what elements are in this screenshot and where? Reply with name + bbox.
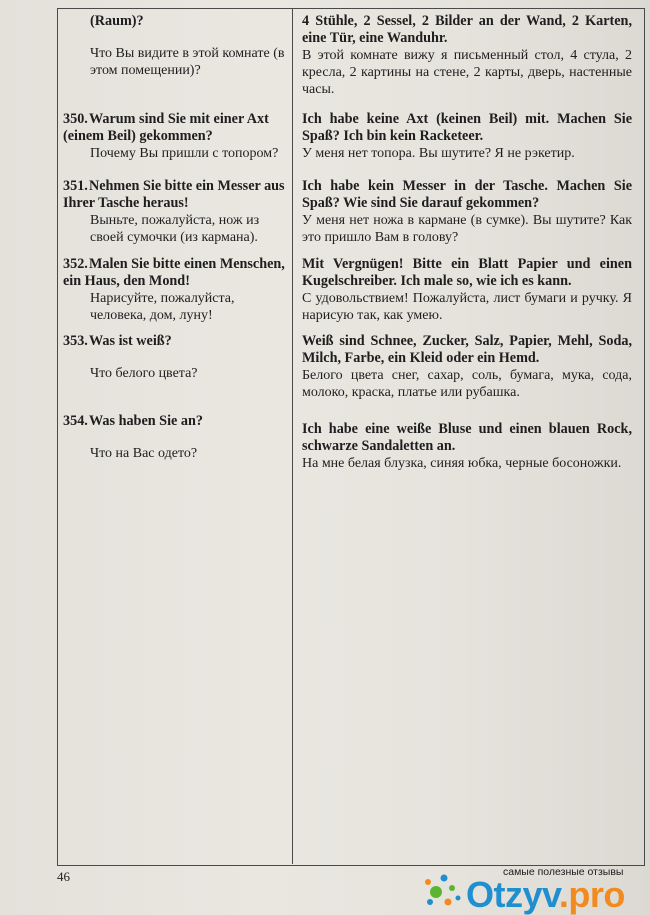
entry-number: 351. bbox=[63, 178, 88, 194]
question-ru: Нарисуйте, пожалуйста, человека, дом, луну! bbox=[90, 291, 235, 323]
column-divider bbox=[292, 8, 293, 864]
brand-tld: .pro bbox=[558, 874, 625, 915]
question-cell-354 bbox=[63, 413, 291, 462]
answer-cell-354 bbox=[302, 421, 632, 472]
entry-number: 352. bbox=[63, 256, 88, 272]
answer-cell-353 bbox=[302, 333, 632, 401]
answer-de: 4 Stühle, 2 Sessel, 2 Bilder an der Wand, 2 Karten, eine Tür, eine Wanduhr. bbox=[302, 13, 632, 46]
answer-cell-352 bbox=[302, 256, 632, 324]
question-cell-351 bbox=[63, 178, 291, 246]
page-number: 46 bbox=[57, 869, 70, 884]
question-cell-0 bbox=[63, 13, 291, 79]
answer-de: Ich habe kein Messer in der Tasche. Machen Sie Spaß? Wie sind Sie darauf gekommen? bbox=[302, 178, 632, 211]
entry-number: 353. bbox=[63, 333, 88, 349]
watermark-brand bbox=[466, 874, 625, 916]
otzyv-logo-icon bbox=[418, 868, 468, 914]
entry-number: 354. bbox=[63, 413, 88, 429]
question-ru: Почему Вы пришли с топором? bbox=[90, 146, 279, 161]
answer-de: Ich habe eine weiße Bluse und einen blauen Rock, schwarze Sandaletten an. bbox=[302, 421, 632, 454]
answer-ru: У меня нет топора. Вы шутите? Я не рэкетир. bbox=[302, 146, 575, 161]
answer-de: Mit Vergnügen! Bitte ein Blatt Papier und einen Kugelschreiber. Ich male so, wie ich es kann. bbox=[302, 256, 632, 289]
answer-ru: У меня нет ножа в кармане (в сумке). Вы шутите? Как это пришло Вам в голову? bbox=[302, 213, 632, 245]
question-cell-350 bbox=[63, 111, 291, 162]
answer-cell-0 bbox=[302, 13, 632, 98]
question-de: (Raum)? bbox=[90, 13, 144, 29]
answer-ru: Белого цвета снег, сахар, соль, бумага, мука, сода, молоко, краска, платье или рубашка. bbox=[302, 368, 632, 400]
answer-de: Ich habe keine Axt (keinen Beil) mit. Machen Sie Spaß? Ich bin kein Racketeer. bbox=[302, 111, 632, 144]
question-ru: Что Вы видите в этой комнате (в этом помещении)? bbox=[90, 46, 285, 78]
question-de: Malen Sie bitte einen Menschen, ein Haus, den Mond! bbox=[63, 256, 285, 289]
answer-ru: С удовольствием! Пожалуйста, лист бумаги и ручку. Я нарисую так, как умею. bbox=[302, 291, 632, 323]
answer-ru: В этой комнате вижу я письменный стол, 4 стула, 2 кресла, 2 картины на стене, 2 карты, дверь, настенные часы. bbox=[302, 48, 632, 97]
answer-cell-351 bbox=[302, 178, 632, 246]
answer-cell-350 bbox=[302, 111, 632, 162]
question-de: Was ist weiß? bbox=[89, 333, 172, 349]
brand-name: Otzyv bbox=[466, 874, 559, 915]
answer-de: Weiß sind Schnee, Zucker, Salz, Papier, Mehl, Soda, Milch, Farbe, ein Kleid oder ein Hemd. bbox=[302, 333, 632, 366]
question-cell-353 bbox=[63, 333, 291, 382]
question-ru: Что белого цвета? bbox=[90, 366, 198, 381]
answer-ru: На мне белая блузка, синяя юбка, черные босоножки. bbox=[302, 456, 622, 471]
question-de: Was haben Sie an? bbox=[89, 413, 203, 429]
watermark-tagline: самые полезные отзывы bbox=[503, 866, 624, 878]
question-ru: Что на Вас одето? bbox=[90, 446, 198, 461]
question-de: Nehmen Sie bitte ein Messer aus Ihrer Tasche heraus! bbox=[63, 178, 285, 211]
question-de: Warum sind Sie mit einer Axt (einem Beil) gekommen? bbox=[63, 111, 269, 144]
question-cell-352 bbox=[63, 256, 291, 324]
question-ru: Выньте, пожалуйста, нож из своей сумочки (из кармана). bbox=[90, 213, 260, 245]
entry-number: 350. bbox=[63, 111, 88, 127]
